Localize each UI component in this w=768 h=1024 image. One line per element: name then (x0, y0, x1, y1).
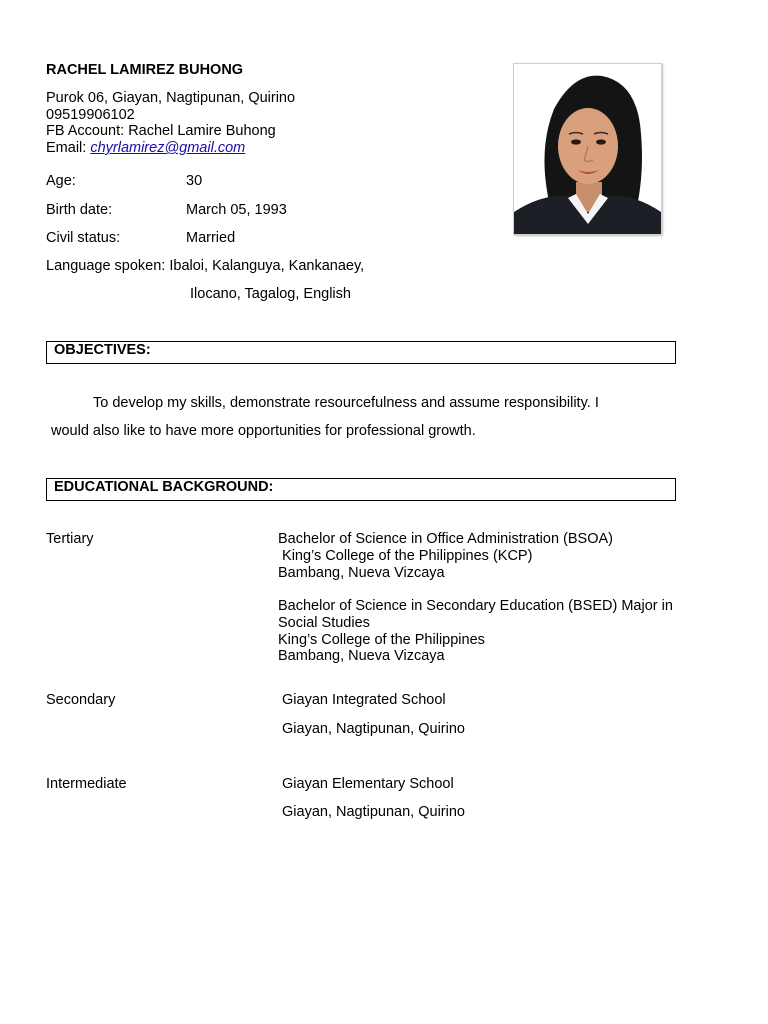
tertiary-line: King’s College of the Philippines (278, 632, 485, 648)
profile-photo (513, 63, 662, 235)
intermediate-label: Intermediate (46, 776, 127, 792)
intermediate-place: Giayan, Nagtipunan, Quirino (282, 804, 465, 820)
tertiary-line: Bambang, Nueva Vizcaya (278, 648, 445, 664)
phone-number: 09519906102 (46, 107, 135, 123)
age-value: 30 (186, 173, 203, 189)
tertiary-line: Social Studies (278, 615, 370, 631)
secondary-school: Giayan Integrated School (282, 692, 446, 708)
education-heading: EDUCATIONAL BACKGROUND: (54, 479, 274, 495)
portrait-image (514, 64, 661, 234)
fb-account: FB Account: Rachel Lamire Buhong (46, 123, 276, 139)
address: Purok 06, Giayan, Nagtipunan, Quirino (46, 90, 296, 106)
civil-status-label: Civil status: (46, 230, 121, 246)
birth-date-value: March 05, 1993 (186, 202, 287, 218)
language-value-1: Ibaloi, Kalanguya, Kankanaey, (169, 258, 365, 274)
age-label: Age: (46, 173, 76, 189)
tertiary-line: King’s College of the Philippines (KCP) (278, 548, 533, 564)
objectives-heading: OBJECTIVES: (54, 342, 151, 358)
email-link[interactable]: chyrlamirez@gmail.com (90, 140, 246, 156)
language-line (46, 258, 364, 275)
birth-date-label: Birth date: (46, 202, 113, 218)
email-label: Email: (46, 140, 91, 156)
tertiary-line: Bachelor of Science in Secondary Education (BSED) Major in (278, 598, 673, 614)
objectives-heading-box (46, 341, 676, 364)
tertiary-label: Tertiary (46, 531, 94, 547)
language-value-2: Ilocano, Tagalog, English (190, 286, 351, 302)
language-label: Language spoken: (46, 258, 170, 274)
objective-text-line-2: would also like to have more opportunities for professional growth. (51, 423, 476, 439)
secondary-place: Giayan, Nagtipunan, Quirino (282, 721, 465, 737)
intermediate-school: Giayan Elementary School (282, 776, 454, 792)
civil-status-value: Married (186, 230, 236, 246)
education-heading-box (46, 478, 676, 501)
applicant-name: RACHEL LAMIREZ BUHONG (46, 62, 244, 78)
tertiary-line: Bachelor of Science in Office Administration (BSOA) (278, 531, 613, 547)
secondary-label: Secondary (46, 692, 116, 708)
tertiary-line: Bambang, Nueva Vizcaya (278, 565, 445, 581)
objective-text-line-1: To develop my skills, demonstrate resourcefulness and assume responsibility. I (93, 395, 599, 411)
email-line (46, 140, 245, 157)
